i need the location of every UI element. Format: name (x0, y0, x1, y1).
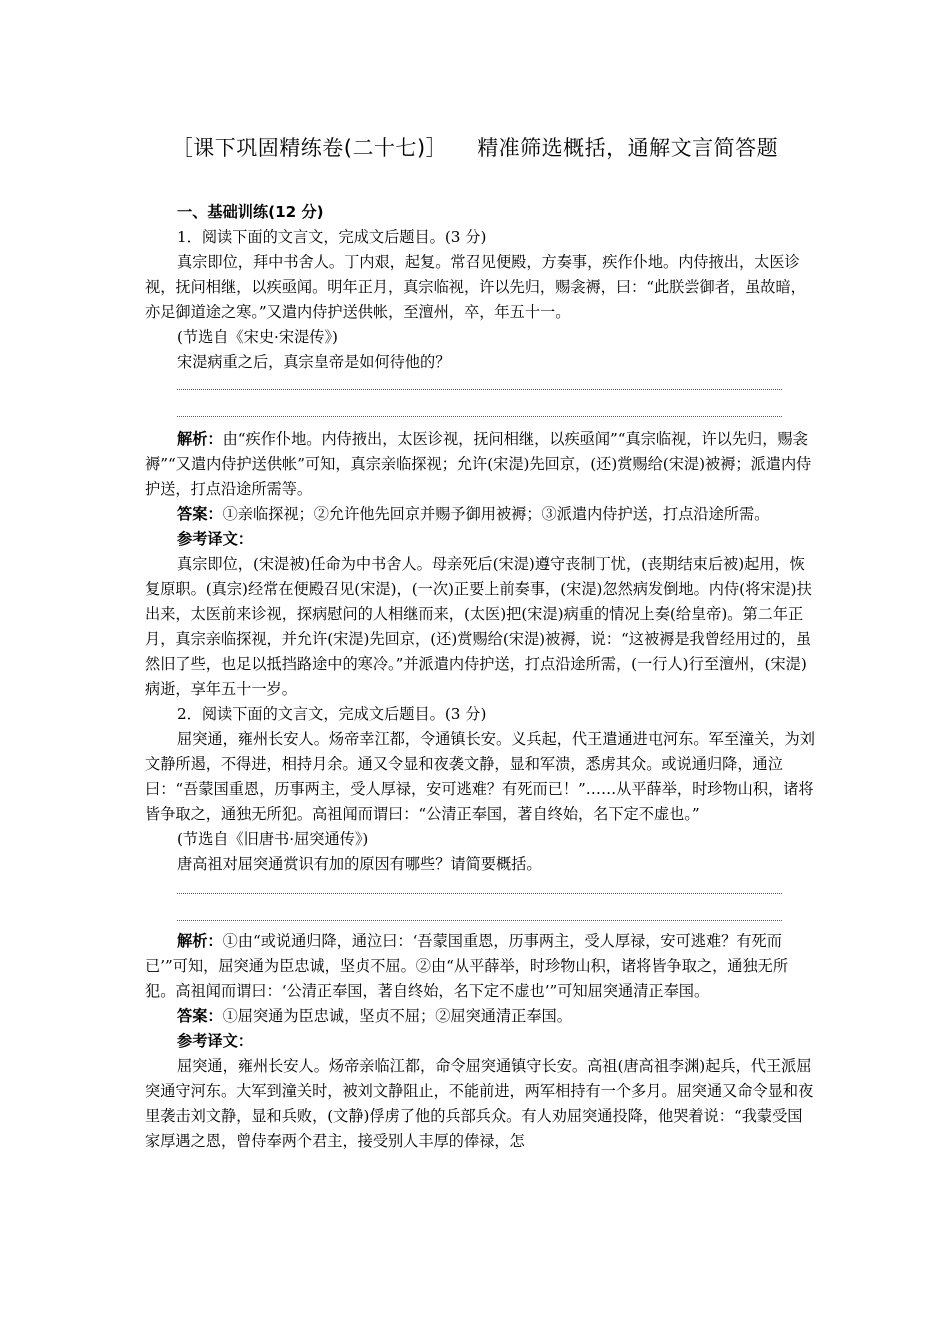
q1-question: 宋湜病重之后，真宗皇帝是如何待他的？ (177, 353, 451, 371)
answer-line (177, 416, 782, 417)
q1-analysis (145, 427, 815, 502)
title-topic: 精准筛选概括，通解文言简答题 (477, 136, 779, 160)
q2-prompt: 2．阅读下面的文言文，完成文后题目。(3 分) (177, 705, 487, 723)
q1-translation: 真宗即位，(宋湜被)任命为中书舍人。母亲死后(宋湜)遵守丧制丁忧，(丧期结束后被)起用，恢复原职。(真宗)经常在便殿召见(宋湜)，(一次)正要上前奏事，(宋湜)忽然病发倒地。内侍(将宋湜)扶出来，太医前来诊视，探病慰问的人相继而来，(太医)把(宋湜)病重的情况上奏(给皇帝)。第二年正月，真宗亲临探视，并允许(宋湜)先回京，(还)赏赐给(宋湜)被褥，说：“这被褥是我曾经用过的，虽然旧了些，也足以抵挡路途中的寒冷。”并派遣内侍护送，打点沿途所需，(一行人)行至澶州，(宋湜)病逝，享年五十一岁。 (145, 555, 812, 698)
analysis-label: 解析： (177, 932, 223, 950)
q2-question: 唐高祖对屈突通赏识有加的原因有哪些？请简要概括。 (177, 855, 542, 873)
answer-text: ①屈突通为臣忠诚，坚贞不屈；②屈突通清正奉国。 (222, 1007, 572, 1025)
answer-label: 答案： (177, 505, 223, 523)
q2-answer (145, 1004, 815, 1029)
q1-translation-label: 参考译文： (177, 530, 253, 548)
answer-line (177, 893, 782, 894)
answer-line (177, 920, 782, 921)
title-label: ［课下巩固精练卷(二十七)］ (171, 136, 448, 160)
q2-analysis (145, 929, 815, 1004)
answer-label: 答案： (177, 1007, 223, 1025)
q2-translation-label: 参考译文： (177, 1032, 253, 1050)
section-heading: 一、基础训练(12 分) (177, 203, 324, 221)
q2-translation: 屈突通，雍州长安人。炀帝亲临江都，命令屈突通镇守长安。高祖(唐高祖李渊)起兵，代王派屈突通守河东。大军到潼关时，被刘文静阻止，不能前进，两军相持有一个多月。屈突通又命令显和夜里袭击刘文静，显和兵败，(文静)俘虏了他的兵部兵众。有人劝屈突通投降，他哭着说：“我蒙受国家厚遇之恩，曾侍奉两个君主，接受别人丰厚的俸禄，怎 (145, 1057, 814, 1150)
q1-passage: 真宗即位，拜中书舍人。丁内艰，起复。常召见便殿，方奏事，疾作仆地。内侍掖出，太医诊视，抚问相继，以疾亟闻。明年正月，真宗临视，许以先归，赐衾褥，曰：“此朕尝御者，虽故暗，亦足御道途之寒。”又遣内侍护送供帐，至澶州，卒，年五十一。 (145, 253, 806, 321)
q2-answer-lines[interactable] (145, 877, 815, 929)
analysis-text: ①由“或说通归降，通泣曰：‘吾蒙国重恩，历事两主，受人厚禄，安可逃难？有死而已’”可知，屈突通为臣忠诚，坚贞不屈。②由“从平薛举，时珍物山积，诸将皆争取之，通独无所犯。高祖闻而谓曰：‘公清正奉国，著自终始，名下定不虚也’”可知屈突通清正奉国。 (145, 932, 789, 1000)
q2-passage: 屈突通，雍州长安人。炀帝幸江都，令通镇长安。义兵起，代王遣通进屯河东。军至潼关，为刘文静所遏，不得进，相持月余。通又令显和夜袭文静，显和军溃，悉虏其众。或说通归降，通泣曰：“吾蒙国重恩，历事两主，受人厚禄，安可逃难？有死而已！”……从平薛举，时珍物山积，诸将皆争取之，通独无所犯。高祖闻而谓曰：“公清正奉国，著自终始，名下定不虚也。” (145, 730, 815, 823)
answer-line (177, 389, 782, 390)
analysis-label: 解析： (177, 430, 223, 448)
answer-text: ①亲临探视；②允许他先回京并赐予御用被褥；③派遣内侍护送，打点沿途所需。 (222, 505, 770, 523)
page-title (0, 132, 950, 162)
q1-answer (145, 502, 815, 527)
q1-prompt: 1．阅读下面的文言文，完成文后题目。(3 分) (177, 228, 487, 246)
q1-answer-lines[interactable] (145, 375, 815, 427)
q2-source: (节选自《旧唐书·屈突通传》) (177, 830, 369, 848)
q1-source: (节选自《宋史·宋湜传》) (177, 328, 338, 346)
document-body (145, 200, 815, 1154)
analysis-text: 由“疾作仆地。内侍掖出，太医诊视，抚问相继，以疾亟闻”“真宗临视，许以先归，赐衾褥”“又遣内侍护送供帐”可知，真宗亲临探视；允许(宋湜)先回京，(还)赏赐给(宋湜)被褥；派遣内侍护送，打点沿途所需等。 (145, 430, 812, 498)
